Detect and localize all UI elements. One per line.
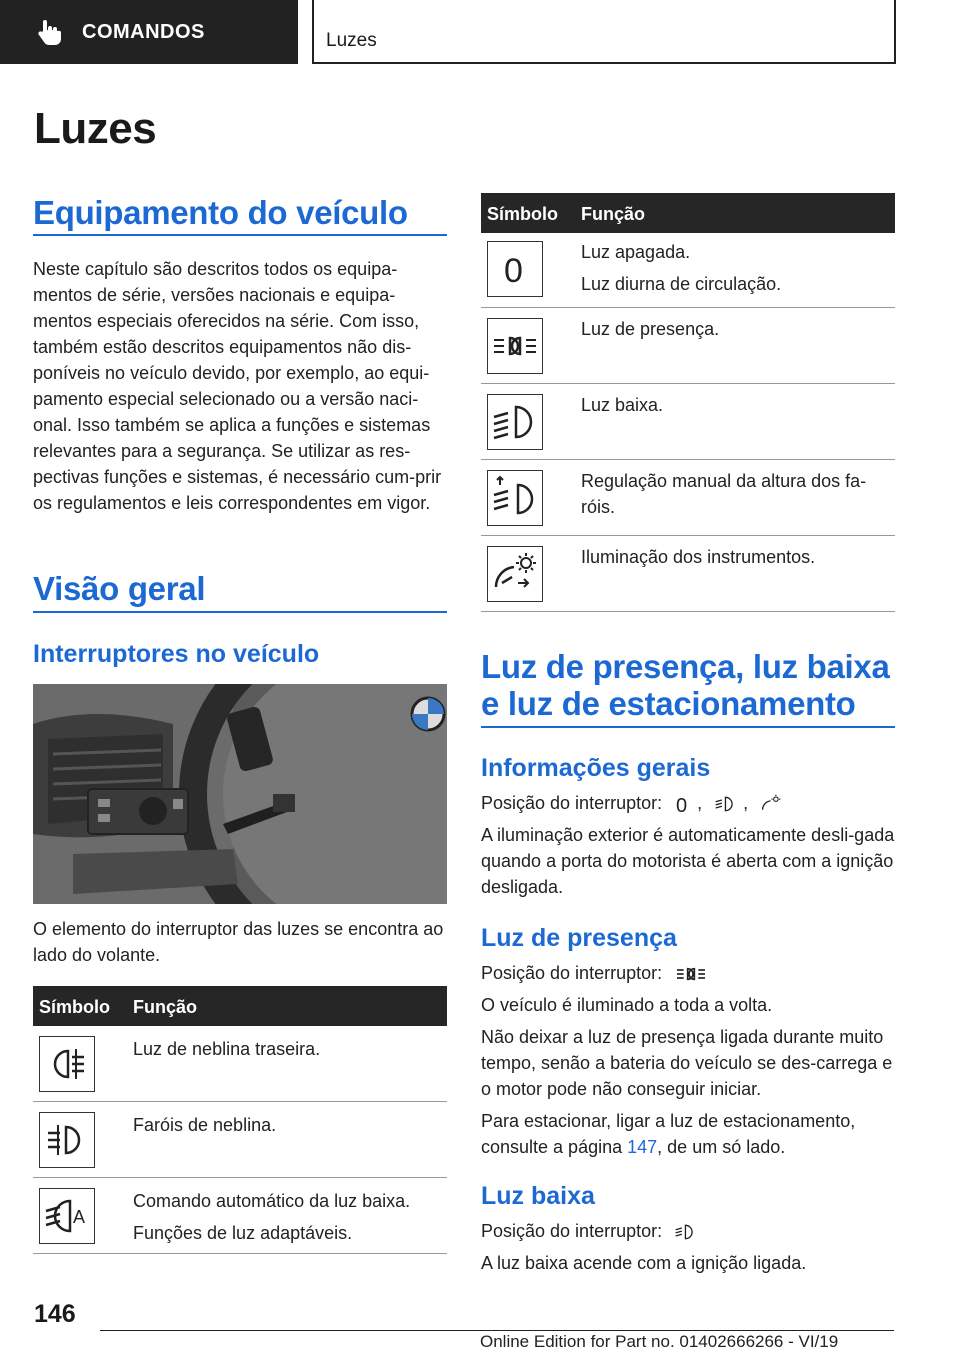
table-header <box>33 986 447 1026</box>
presenca-section <box>481 960 897 1166</box>
instrument-lighting-icon <box>757 792 785 816</box>
heading-rule <box>33 611 447 613</box>
heading-rule <box>33 234 447 236</box>
table-row <box>33 1102 447 1178</box>
lights-off-zero-icon <box>671 792 693 816</box>
function-line: Luz de neblina traseira. <box>133 1039 321 1059</box>
col-function-header: Função <box>133 997 198 1017</box>
separator: , <box>743 793 749 813</box>
svg-text:0: 0 <box>676 795 688 817</box>
table-header <box>481 193 895 233</box>
parking-light-icon <box>671 962 711 986</box>
hand-pointer-icon <box>34 17 64 47</box>
footer-edition: Online Edition for Part no. 01402666266 - VI/19 <box>480 1332 839 1351</box>
switch-label: Posição do interruptor: <box>481 963 663 983</box>
svg-text:A: A <box>73 1207 86 1227</box>
dashboard-switch-photo <box>33 684 447 904</box>
col-function-header: Função <box>581 204 646 224</box>
heading-equipamento: Equipamento do veículo <box>33 194 408 231</box>
presenca-switch-line <box>481 960 897 986</box>
section-tab <box>0 0 298 64</box>
function-line: Regulação manual da altura dos fa-róis. <box>581 471 867 517</box>
info-section <box>481 790 897 906</box>
table-row <box>481 460 895 536</box>
heading-luz-baixa: Luz baixa <box>481 1182 595 1210</box>
function-line: Luz de presença. <box>581 319 720 339</box>
topic-box <box>312 0 896 64</box>
function-cell <box>133 1188 443 1252</box>
table-row <box>33 1178 447 1254</box>
heading-visao-geral: Visão geral <box>33 570 206 607</box>
svg-text:0: 0 <box>504 252 523 290</box>
heading-informacoes-gerais: Informações gerais <box>481 754 711 782</box>
table-row <box>481 308 895 384</box>
right-symbol-table <box>481 193 895 612</box>
function-line: Luz apagada. <box>581 242 691 262</box>
info-switch-line <box>481 790 897 816</box>
page-link[interactable]: 147 <box>627 1137 658 1158</box>
low-beam-icon <box>711 792 739 816</box>
headlight-range-icon <box>487 470 543 526</box>
photo-caption-text: O elemento do interruptor das luzes se encontra ao lado do volante. <box>33 919 444 965</box>
function-cell <box>581 239 891 303</box>
presenca-text-3-start: Para estacionar, ligar a luz de estacionamento, consulte a página <box>481 1111 856 1158</box>
function-cell <box>133 1112 443 1144</box>
left-symbol-table <box>33 986 447 1254</box>
baixa-text: A luz baixa acende com a ignição ligada. <box>481 1253 807 1274</box>
instrument-lighting-icon <box>487 546 543 602</box>
function-cell <box>133 1036 443 1068</box>
function-cell <box>581 316 891 348</box>
footer-rule <box>100 1330 894 1331</box>
table-row <box>481 384 895 460</box>
switch-label: Posição do interruptor: <box>481 793 663 813</box>
function-line: Luz diurna de circulação. <box>581 274 782 294</box>
chapter-title: Luzes <box>34 104 157 153</box>
auto-low-beam-icon <box>39 1188 95 1244</box>
heading-luz-presenca: Luz de presença <box>481 924 677 952</box>
separator: , <box>697 793 703 813</box>
presenca-text-2: Não deixar a luz de presença ligada durante muito tempo, senão a bateria do veículo se des-carrega e o motor pode não conseguir iniciar. <box>481 1027 893 1100</box>
baixa-switch-line <box>481 1218 897 1244</box>
section-label: COMANDOS <box>82 20 205 43</box>
table-row <box>481 233 895 308</box>
equipment-paragraph <box>33 256 449 522</box>
function-cell <box>581 468 891 526</box>
presenca-text-1: O veículo é iluminado a toda a volta. <box>481 995 773 1016</box>
photo-caption <box>33 916 449 974</box>
function-line: Funções de luz adaptáveis. <box>133 1223 353 1243</box>
baixa-section <box>481 1218 897 1282</box>
function-line: Luz baixa. <box>581 395 664 415</box>
heading-luz-presenca-baixa: Luz de presença, luz baixa e luz de estacionamento <box>481 648 890 722</box>
topic-label: Luzes <box>326 30 377 51</box>
switch-label: Posição do interruptor: <box>481 1221 663 1241</box>
table-row <box>481 536 895 612</box>
presenca-text-3-end: , de um só lado. <box>657 1137 786 1158</box>
col-symbol-header: Símbolo <box>487 204 558 224</box>
page-number: 146 <box>34 1300 76 1328</box>
lights-off-zero-icon <box>487 241 543 297</box>
function-line: Faróis de neblina. <box>133 1115 277 1135</box>
rear-fog-light-icon <box>39 1036 95 1092</box>
low-beam-icon <box>487 394 543 450</box>
heading-rule <box>481 726 895 728</box>
info-text: A iluminação exterior é automaticamente desli-gada quando a porta do motorista é aberta com a ignição desligada. <box>481 825 895 898</box>
front-fog-light-icon <box>39 1112 95 1168</box>
low-beam-icon <box>671 1220 699 1244</box>
table-row <box>33 1026 447 1102</box>
function-cell <box>581 392 891 424</box>
presenca-text-3 <box>481 1108 897 1160</box>
equipment-text: Neste capítulo são descritos todos os equipa-mentos de série, versões nacionais e equipa-mentos especiais oferecidos na série. Com isso, também estão descritos equipamentos não dis-poníveis no veículo devido, por exemplo, ao equi-pamento especial selecionado ou a versão naci-onal. Isso também se aplica a funções e sistemas relevantes para a segurança. Se utilizar as res-pectivas funções e sistemas, é necessário cum-prir os regulamentos e leis correspondentes em vigor. <box>33 259 442 513</box>
heading-interruptores: Interruptores no veículo <box>33 640 320 668</box>
col-symbol-header: Símbolo <box>39 997 110 1017</box>
parking-light-icon <box>487 318 543 374</box>
function-line: Iluminação dos instrumentos. <box>581 547 816 567</box>
function-cell <box>581 544 891 576</box>
function-line: Comando automático da luz baixa. <box>133 1191 411 1211</box>
